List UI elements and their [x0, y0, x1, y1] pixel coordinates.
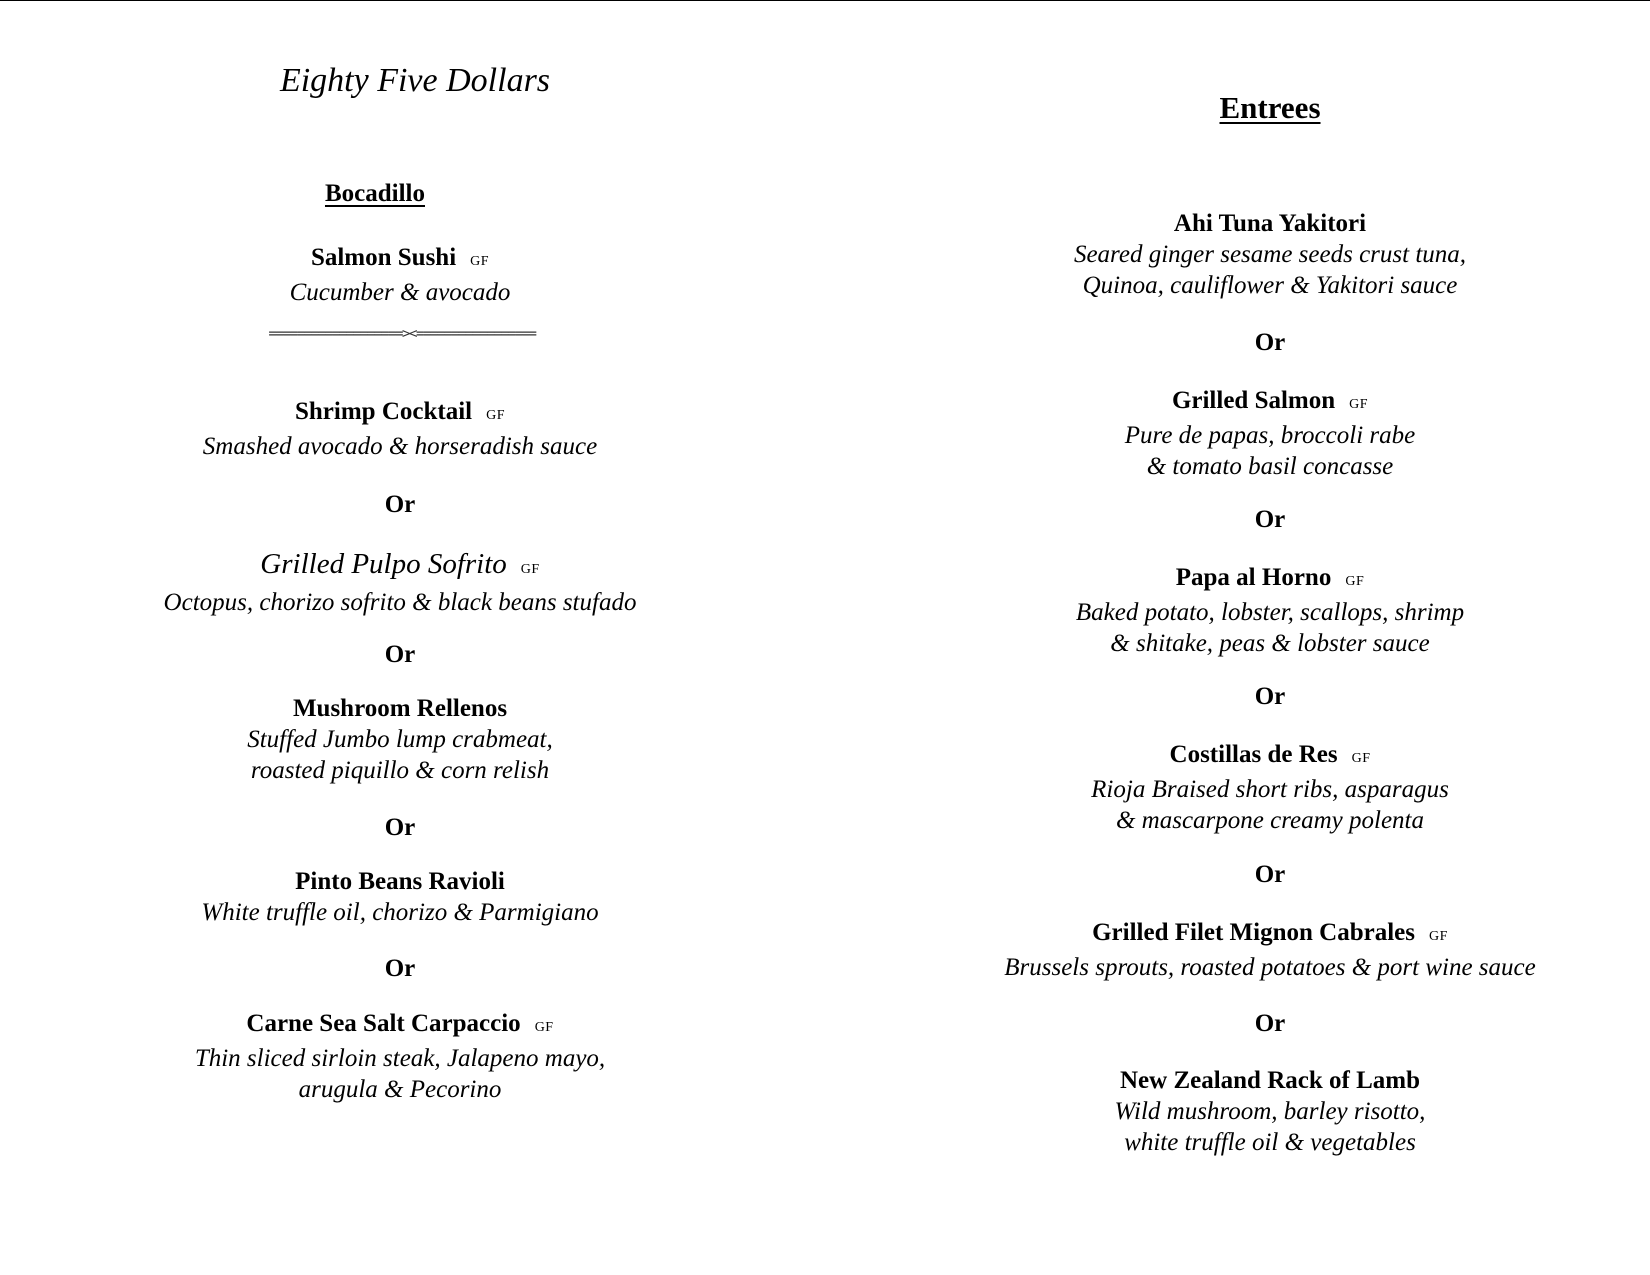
- dish-description: & tomato basil concasse: [1146, 453, 1394, 480]
- dish-name: Mushroom Rellenos: [292, 695, 508, 722]
- menu-item-ahi-tuna-yakitori: [960, 209, 1580, 301]
- dish-description: White truffle oil, chorizo & Parmigiano: [201, 899, 599, 926]
- menu-item-new-zealand-rack-of-lamb: [960, 1066, 1580, 1158]
- menu-item-grilled-pulpo-sofrito: [150, 547, 650, 618]
- menu-item-shrimp-cocktail: [150, 397, 650, 462]
- dish-name: Grilled Salmon GF: [1171, 387, 1369, 414]
- dish-description: Smashed avocado & horseradish sauce: [202, 433, 598, 460]
- menu-item-grilled-filet-mignon-cabrales: [960, 918, 1580, 983]
- or-separator: Or: [1254, 506, 1286, 533]
- or-separator: Or: [384, 491, 416, 518]
- or-separator: Or: [1254, 329, 1286, 356]
- dish-name: New Zealand Rack of Lamb: [1119, 1067, 1420, 1094]
- or-separator: Or: [384, 955, 416, 982]
- dish-name: Papa al Horno GF: [1175, 564, 1365, 591]
- gluten-free-badge: GF: [520, 562, 540, 577]
- dish-name: Grilled Pulpo Sofrito GF: [260, 548, 540, 580]
- gluten-free-badge: GF: [534, 1020, 554, 1035]
- dish-description: Baked potato, lobster, scallops, shrimp: [1075, 599, 1465, 626]
- dish-name: Pinto Beans Ravioli: [295, 868, 505, 895]
- or-separator: Or: [1254, 1010, 1286, 1037]
- menu-item-papa-al-horno: [960, 563, 1580, 659]
- or-separator: Or: [1254, 683, 1286, 710]
- divider-line: ===================><=================: [268, 326, 536, 342]
- dish-name: Grilled Filet Mignon Cabrales GF: [1092, 919, 1448, 946]
- dish-description: Cucumber & avocado: [289, 279, 511, 306]
- dish-description: Wild mushroom, barley risotto,: [1114, 1098, 1426, 1125]
- dish-description: & shitake, peas & lobster sauce: [1110, 630, 1430, 657]
- dish-description: white truffle oil & vegetables: [1124, 1129, 1416, 1156]
- dish-name: Ahi Tuna Yakitori: [1173, 210, 1367, 237]
- gluten-free-badge: GF: [1345, 574, 1365, 589]
- dish-description: & mascarpone creamy polenta: [1115, 807, 1425, 834]
- dish-name: Costillas de Res GF: [1169, 741, 1371, 768]
- gluten-free-badge: GF: [1349, 397, 1369, 412]
- menu-item-carne-sea-salt-carpaccio: [150, 1009, 650, 1105]
- or-separator: Or: [1254, 861, 1286, 888]
- dish-description: Quinoa, cauliflower & Yakitori sauce: [1082, 272, 1458, 299]
- menu-item-pinto-beans-ravioli: [150, 867, 650, 928]
- dish-description: Pure de papas, broccoli rabe: [1124, 422, 1416, 449]
- gluten-free-badge: GF: [1351, 751, 1371, 766]
- menu-item-salmon-sushi: [150, 243, 650, 308]
- gluten-free-badge: GF: [486, 408, 505, 423]
- dish-description: arugula & Pecorino: [298, 1076, 502, 1103]
- gluten-free-badge: GF: [470, 254, 490, 269]
- menu-item-mushroom-rellenos: [150, 694, 650, 786]
- gluten-free-badge: GF: [1428, 929, 1448, 944]
- section-title-entrees: Entrees: [1219, 90, 1321, 125]
- dish-description: Seared ginger sesame seeds crust tuna,: [1073, 241, 1467, 268]
- dish-description: roasted piquillo & corn relish: [250, 757, 550, 784]
- dish-description: Thin sliced sirloin steak, Jalapeno mayo,: [194, 1045, 606, 1072]
- menu-item-costillas-de-res: [960, 740, 1580, 836]
- menu-item-grilled-salmon: [960, 386, 1580, 482]
- price-title: Eighty Five Dollars: [279, 62, 551, 99]
- dish-description: Brussels sprouts, roasted potatoes & port wine sauce: [1004, 954, 1536, 981]
- top-border-line: [0, 0, 1650, 1]
- or-separator: Or: [384, 814, 416, 841]
- or-separator: Or: [384, 641, 416, 668]
- dish-description: Stuffed Jumbo lump crabmeat,: [247, 726, 553, 753]
- dish-name: Salmon Sushi GF: [310, 244, 490, 271]
- section-title-bocadillo: Bocadillo: [324, 180, 425, 207]
- dish-name: Shrimp Cocktail GF: [294, 398, 505, 425]
- dish-name: Carne Sea Salt Carpaccio GF: [246, 1010, 554, 1037]
- dish-description: Octopus, chorizo sofrito & black beans stufado: [163, 589, 637, 616]
- dish-description: Rioja Braised short ribs, asparagus: [1091, 776, 1449, 803]
